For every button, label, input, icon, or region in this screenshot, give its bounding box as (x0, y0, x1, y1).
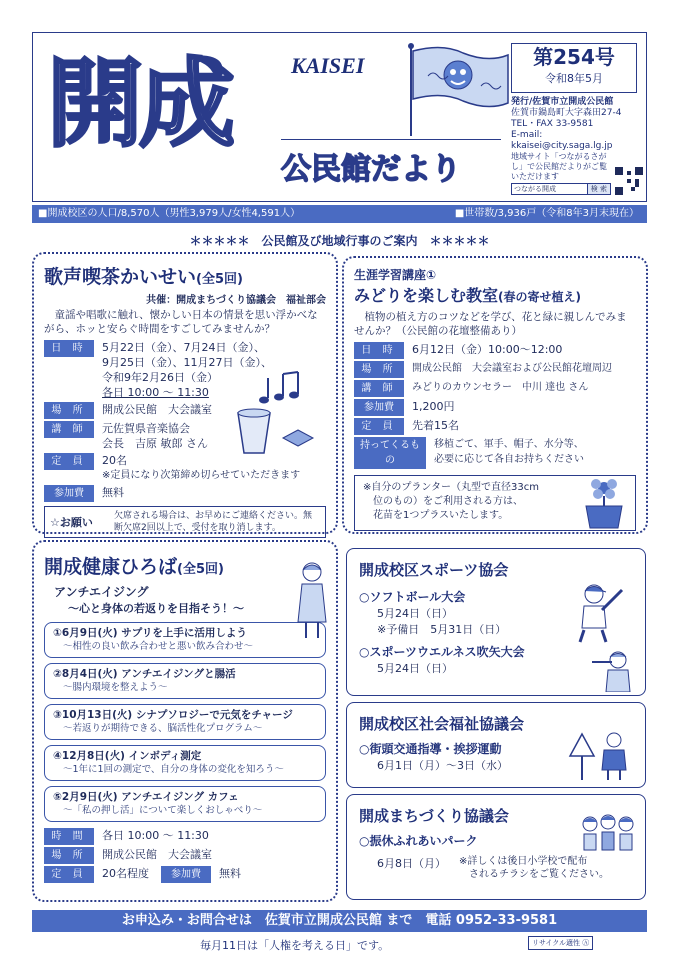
cafe-teacher-1: 元佐賀県音楽協会 (102, 422, 190, 435)
health-session-5 (44, 786, 326, 822)
music-cup-icon (228, 368, 328, 458)
household-text: ■世帯数/3,936戸（令和8年3月末現在） (454, 208, 639, 219)
machi-title: 開成まちづくり協議会 (359, 807, 509, 825)
welfare-title: 開成校区社会福祉協議会 (359, 715, 525, 733)
site-note: 地域サイト「つながるさがし」で公民館だよりがご覧いただけます (511, 152, 607, 181)
issue-date: 令和8年5月 (545, 72, 603, 85)
health-session-1 (44, 622, 326, 658)
green-date-row (354, 342, 636, 359)
green-date-label: 日 時 (354, 342, 404, 359)
cafe-fee-row (44, 485, 326, 502)
health-session-4 (44, 745, 326, 781)
cafe-teacher (102, 421, 208, 451)
machi-event: ○振休ふれあいパーク (359, 834, 478, 848)
health-capacity: 20名程度 (102, 867, 149, 880)
health-count: (全5回) (177, 562, 224, 577)
masthead-subtitle: 公民館だより (281, 139, 501, 188)
health-time: 各日 10:00 ～ 11:30 (102, 829, 209, 842)
tel: TEL・FAX 33-9581 (511, 119, 594, 129)
green-title (354, 283, 636, 306)
section-heading: ＊＊＊＊＊ 公民館及び地域行事のご案内 ＊＊＊＊＊ (189, 234, 490, 248)
search-button[interactable]: 検 索 (587, 184, 610, 194)
sports-event-1-note: ※予備日 5月31日（日） (377, 623, 507, 636)
cafe-count: (全5回) (196, 272, 243, 287)
green-bring-label: 持ってくるもの (354, 437, 426, 469)
green-fee-label: 参加費 (354, 399, 404, 416)
health-session-5-sub: ～「私の押し活」について楽しくおしゃべり～ (63, 805, 263, 816)
baseball-player-icon (566, 580, 626, 644)
green-capacity-label: 定 員 (354, 418, 404, 435)
cafe-fee-label: 参加費 (44, 485, 94, 502)
health-capacity-label: 定 員 (44, 866, 94, 883)
green-bring-1: 移植ごて、軍手、帽子、水分等、 (434, 439, 584, 450)
contact-bar: お申込み・お問合せは 佐賀市立開成公民館 まで 電話 0952-33-9581 (32, 910, 647, 932)
cafe-sponsor: 共催：開成まちづくり協議会 福祉部会 (146, 295, 326, 306)
health-title-text: 開成健康ひろば (44, 556, 178, 578)
blowgun-player-icon (590, 648, 634, 692)
green-title-sub: (春の寄せ植え) (498, 290, 581, 304)
cafe-request: 欠席される場合は、お早めにご連絡ください。無断欠席2回以上で、受付を取り消します。 (114, 511, 313, 533)
sports-title: 開成校区スポーツ協会 (359, 561, 509, 579)
green-place-label: 場 所 (354, 361, 404, 378)
green-note-2: 位のもの）をご利用される方は、 (373, 496, 523, 507)
cafe-capacity-value: 20名 (102, 454, 127, 467)
green-title-text: みどりを楽しむ教室 (354, 286, 499, 305)
cafe-title (44, 262, 326, 289)
health-session-4-sub: ～1年に1回の測定で、自分の身体の変化を知ろう～ (63, 764, 284, 775)
masthead (32, 32, 647, 202)
cafe-time: 各日 10:00 ～ 11:30 (102, 386, 209, 399)
sports-event-2-date: 5月24日（日） (377, 662, 453, 675)
cafe-dates-1: 5月22日（金）、7月24日（金）、 (102, 341, 265, 354)
health-fee: 無料 (219, 867, 241, 880)
green-intro: 植物の植え方のコツなどを学び、花と緑に親しんでみませんか？（公民館の花壇整備あり） (354, 311, 627, 337)
green-capacity-row (354, 418, 636, 435)
health-session-1-main: ①6月9日(火) サプリを上手に活用しよう (53, 627, 247, 639)
green-note-1: ※自分のプランター（丸型で直径33cm (363, 482, 539, 493)
health-session-3-main: ③10月13日(火) シナプソロジーで元気をチャージ (53, 709, 293, 721)
green-place-row (354, 361, 636, 378)
cafe-fee: 無料 (102, 486, 124, 499)
cafe-request-box (44, 506, 326, 538)
health-theme: アンチエイジング (54, 585, 149, 599)
address: 佐賀市鍋島町大字森田27-4 (511, 108, 622, 118)
green-teacher: みどりのカウンセラー 中川 達也 さん (412, 382, 589, 393)
health-title (44, 552, 326, 579)
population-bar (32, 205, 647, 223)
health-session-2-sub: ～腸内環境を整えよう～ (63, 682, 168, 693)
machi-note-2: されるチラシをご覧ください。 (469, 869, 609, 880)
issue-box (511, 43, 637, 93)
health-time-label: 時 間 (44, 828, 94, 845)
cafe-capacity-note: ※定員になり次第締め切らせていただきます (102, 470, 301, 481)
health-session-2-main: ②8月4日(火) アンチエイジングと腸活 (53, 668, 236, 680)
cafe-teacher-2: 会長 吉原 敏郎 さん (102, 437, 208, 450)
green-date: 6月12日（金）10:00～12:00 (412, 343, 563, 356)
green-capacity: 先着15名 (412, 419, 459, 432)
health-time-row (44, 828, 326, 845)
health-theme-sub: ～心と身体の若返りを目指そう！～ (68, 602, 244, 615)
health-place-row (44, 847, 326, 864)
cafe-dates-2: 9月25日（金）、11月27日（金）、 (102, 356, 272, 369)
health-fee-label: 参加費 (161, 866, 211, 883)
machi-date: 6月8日（月） (377, 857, 446, 870)
human-rights-note: 毎月11日は「人権を考える日」です。 (200, 939, 390, 952)
flag-mascot-icon (403, 41, 513, 136)
health-place-label: 場 所 (44, 847, 94, 864)
green-fee: 1,200円 (412, 400, 455, 413)
welfare-event: ○街頭交通指導・挨拶運動 (359, 742, 502, 756)
health-session-3-sub: ～若返りが期待できる、脳活性化プログラム～ (63, 723, 263, 734)
flower-pot-icon (578, 474, 630, 530)
machi-notes (459, 855, 609, 881)
cafe-title-text: 歌声喫茶かいせい (44, 266, 197, 288)
cafe-teacher-label: 講 師 (44, 421, 94, 438)
green-note-3: 花苗を1つプラスいたします。 (373, 510, 509, 521)
population-text: ■開成校区の人口/8,570人（男性3,979人/女性4,591人） (38, 208, 301, 219)
green-bring-row (354, 437, 636, 469)
green-series: 生涯学習講座① (354, 268, 437, 282)
recycle-mark: リサイクル適性 Ⓐ (528, 936, 593, 950)
search-box[interactable] (511, 183, 611, 195)
health-session-2 (44, 663, 326, 699)
machi-note-1: ※詳しくは後日小学校で配布 (459, 856, 588, 867)
masthead-title: 開成 (47, 48, 231, 160)
health-session-5-main: ⑤2月9日(火) アンチエイジング カフェ (53, 791, 239, 803)
issue-number: 第254号 (533, 45, 615, 69)
sports-event-1: ○ソフトボール大会 (359, 590, 466, 604)
qr-code-icon (615, 167, 643, 195)
crossing-sign-icon (568, 730, 632, 782)
health-session-4-main: ④12月8日(火) インボディ測定 (53, 750, 202, 762)
cafe-intro: 童謡や唱歌に触れ、懐かしい日本の情景を思い浮かべながら、ホッと安らぐ時間をすごしてみませんか？ (44, 309, 318, 335)
cafe-capacity-label: 定 員 (44, 453, 94, 470)
green-teacher-label: 講 師 (354, 380, 404, 397)
publisher: 発行/佐賀市立開成公民館 (511, 97, 614, 107)
health-session-3 (44, 704, 326, 740)
search-text: つながる開成 (514, 185, 556, 193)
sports-event-2: ○スポーツウエルネス吹矢大会 (359, 645, 525, 659)
green-place: 開成公民館 大会議室および公民館花壇周辺 (412, 363, 612, 374)
cafe-place-label: 場 所 (44, 402, 94, 419)
health-capacity-row (44, 866, 326, 883)
health-session-1-sub: ～相性の良い飲み合わせと悪い飲み合わせ～ (63, 641, 254, 652)
cafe-place: 開成公民館 大会議室 (102, 403, 212, 416)
email: kkaisei@city.saga.lg.jp (511, 141, 613, 151)
masthead-romaji: KAISEI (291, 53, 365, 78)
woman-illustration-icon (292, 560, 332, 640)
green-teacher-row (354, 380, 636, 397)
email-label: E-mail: (511, 130, 543, 140)
cafe-date-label: 日 時 (44, 340, 94, 357)
green-bring (434, 437, 584, 467)
green-bring-2: 必要に応じて各自お持ちください (434, 454, 584, 465)
machi-detail (359, 855, 633, 881)
cafe-dates-3: 令和9年2月26日（金） (102, 371, 218, 384)
sports-event-1-date: 5月24日（日） (377, 607, 453, 620)
welfare-date: 6月1日（月）～3日（水） (377, 759, 508, 772)
health-place: 開成公民館 大会議室 (102, 848, 212, 861)
green-fee-row (354, 399, 636, 416)
children-icon (580, 812, 636, 852)
cafe-request-label: ☆お願い (50, 516, 93, 529)
